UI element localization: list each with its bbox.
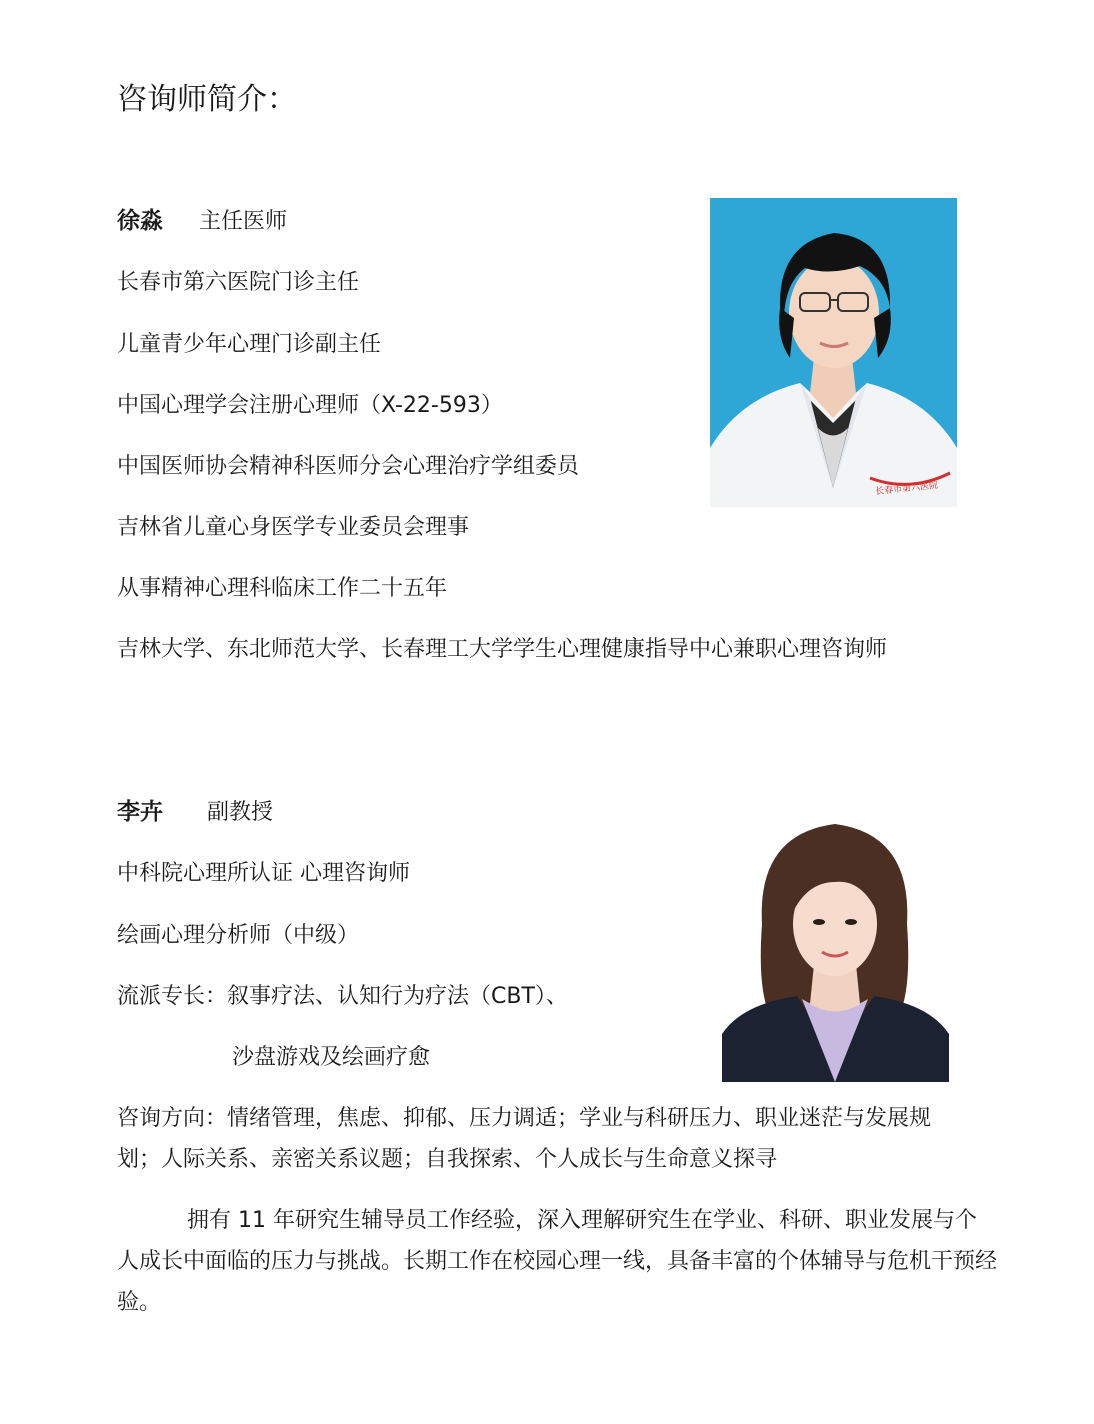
counselor1-line: 从事精神心理科临床工作二十五年 (117, 576, 448, 601)
counselor2-line: 绘画心理分析师（中级） (117, 923, 360, 948)
counselor1-portrait (710, 198, 957, 507)
counselor2-bio: 拥有 11 年研究生辅导员工作经验，深入理解研究生在学业、科研、职业发展与个人成长中面临的压力与挑战。长期工作在校园心理一线，具备丰富的个体辅导与危机干预经验。 (117, 1208, 998, 1315)
counselor2-line: 流派专长：叙事疗法、认知行为疗法（CBT）、 (117, 984, 568, 1009)
page-title: 咨询师简介： (117, 82, 297, 117)
photo-badge-text: 长春市第六医院 (874, 480, 939, 498)
counselor2-title: 副教授 (207, 800, 274, 825)
counselor1-line: 吉林大学、东北师范大学、长春理工大学学生心理健康指导中心兼职心理咨询师 (117, 637, 888, 662)
counselor2-header (117, 797, 273, 828)
counselor2-line: 中科院心理所认证 心理咨询师 (117, 861, 410, 886)
counselor2-name: 李卉 (117, 799, 163, 825)
counselor1-header (117, 206, 287, 237)
counselor2-photo (722, 804, 949, 1082)
counselor2-line: 沙盘游戏及绘画疗愈 (232, 1045, 431, 1070)
counselor1-photo (710, 198, 957, 507)
consult-direction-line2: 划；人际关系、亲密关系议题；自我探索、个人成长与生命意义探寻 (117, 1147, 778, 1172)
counselor2-portrait (722, 804, 949, 1082)
counselor1-line: 儿童青少年心理门诊副主任 (117, 332, 382, 357)
counselor1-line: 长春市第六医院门诊主任 (117, 270, 360, 295)
counselor1-name: 徐淼 (117, 208, 163, 234)
counselor1-line: 中国医师协会精神科医师分会心理治疗学组委员 (117, 454, 580, 479)
consult-direction-line1: 咨询方向：情绪管理，焦虑、抑郁、压力调适；学业与科研压力、职业迷茫与发展规 (117, 1106, 932, 1131)
counselor1-line: 吉林省儿童心身医学专业委员会理事 (117, 515, 470, 540)
counselor1-line: 中国心理学会注册心理师（X-22-593） (117, 393, 503, 418)
counselor1-title: 主任医师 (199, 209, 288, 234)
